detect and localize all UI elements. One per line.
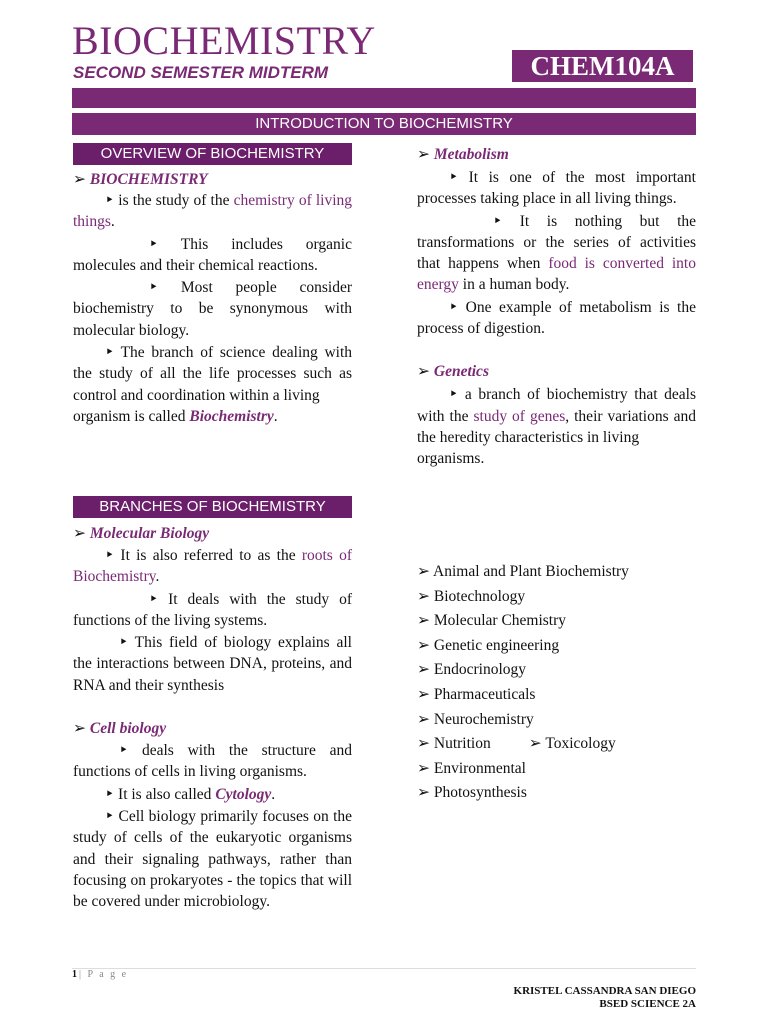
list-item: ➢ Biotechnology [417, 587, 526, 605]
term-heading: ➢ Metabolism [417, 146, 509, 163]
author-block [514, 985, 696, 1011]
paragraph: ‣ a branch of biochemistry that deals with the study of genes, their variations and the heredity characteristics in living [417, 386, 697, 446]
paragraph: ‣ It is nothing but the transformations or the series of activities that happens when food is converted into energy in a human body. [417, 212, 696, 294]
paragraph: ‣ It is also referred to as the roots of Biochemistry. [73, 547, 353, 586]
bullet-icon: ‣ [149, 279, 159, 297]
course-code-badge: CHEM104A [512, 50, 693, 82]
bullet-icon: ‣ [149, 590, 159, 608]
arrow-icon: ➢ [417, 784, 430, 802]
bullet-icon: ‣ [449, 298, 459, 316]
paragraph: ‣ This field of biology explains all the interactions between DNA, proteins, and RNA and their synthesis [73, 634, 352, 694]
arrow-icon: ➢ [417, 661, 430, 679]
bullet-icon: ‣ [119, 742, 129, 760]
paragraph: ‣ is the study of the chemistry of living things. [73, 192, 353, 231]
author-section: BSED SCIENCE 2A [599, 998, 696, 1010]
left-column-branches [73, 523, 352, 912]
bullet-icon: ‣ [449, 386, 459, 404]
list-item: ➢ Molecular Chemistry [417, 612, 567, 630]
arrow-icon: ➢ [417, 759, 430, 777]
arrow-icon: ➢ [417, 612, 430, 630]
page-number: 1| P a g e [72, 969, 129, 980]
list-item: ➢ Nutrition ➢ Toxicology [417, 735, 616, 753]
left-column-overview [73, 169, 352, 427]
arrow-icon: ➢ [73, 720, 86, 738]
header-divider-bar [72, 88, 696, 108]
document-title: BIOCHEMISTRY [72, 18, 376, 63]
arrow-icon: ➢ [417, 587, 430, 605]
paragraph: ‣ One example of metabolism is the process of digestion. [417, 298, 696, 338]
list-item: ➢ Environmental [417, 759, 526, 777]
arrow-icon: ➢ [417, 636, 430, 654]
paragraph: ‣ deals with the structure and functions of cells in living organisms. [73, 742, 352, 781]
paragraph: organisms. [417, 450, 485, 468]
bullet-icon: ‣ [105, 192, 115, 209]
arrow-icon: ➢ [417, 563, 430, 580]
bullet-icon: ‣ [493, 212, 503, 230]
bullet-icon: ‣ [119, 634, 129, 652]
paragraph: organism is called Biochemistry. [73, 407, 278, 425]
footer-divider [72, 968, 696, 969]
term-heading: ➢ Genetics [417, 363, 489, 381]
arrow-icon: ➢ [73, 171, 86, 188]
term-heading: ➢ Molecular Biology [73, 525, 210, 542]
paragraph: ‣ The branch of science dealing with the study of all the life processes such as control and coordination within a living [73, 344, 352, 404]
term-heading: ➢ BIOCHEMISTRY [73, 171, 208, 188]
list-item: ➢ Genetic engineering [417, 636, 560, 654]
branches-list [417, 560, 696, 806]
author-name: KRISTEL CASSANDRA SAN DIEGO [513, 985, 696, 997]
bullet-icon: ‣ [105, 785, 115, 803]
bullet-icon: ‣ [105, 344, 115, 362]
paragraph: ‣ This includes organic molecules and their chemical reactions. [73, 235, 352, 274]
arrow-icon: ➢ [528, 735, 542, 753]
paragraph: ‣ Most people consider biochemistry to be synonymous with molecular biology. [73, 279, 352, 339]
section-heading-overview: OVERVIEW OF BIOCHEMISTRY [73, 143, 352, 165]
right-column [417, 144, 696, 470]
list-item: ➢ Photosynthesis [417, 784, 527, 802]
bullet-icon: ‣ [149, 235, 159, 253]
bullet-icon: ‣ [105, 547, 115, 564]
paragraph: ‣ Cell biology primarily focuses on the study of cells of the eukaryotic organisms and their signaling pathways, rather than focusing on prokaryotes - the topics that will be covered under microbiology. [73, 807, 352, 911]
paragraph: ‣ It deals with the study of functions of the living systems. [73, 590, 352, 629]
arrow-icon: ➢ [73, 525, 86, 542]
arrow-icon: ➢ [417, 363, 430, 381]
list-item: ➢ Endocrinology [417, 661, 526, 679]
paragraph: ‣ It is also called Cytology. [105, 785, 276, 803]
list-item: ➢ Neurochemistry [417, 710, 534, 728]
arrow-icon: ➢ [417, 735, 430, 753]
list-item: ➢ Pharmaceuticals [417, 685, 536, 703]
section-heading-branches: BRANCHES OF BIOCHEMISTRY [73, 496, 352, 518]
arrow-icon: ➢ [417, 685, 430, 703]
document-subtitle: SECOND SEMESTER MIDTERM [73, 63, 329, 82]
bullet-icon: ‣ [449, 169, 459, 186]
list-item: ➢ Animal and Plant Biochemistry [417, 563, 629, 580]
paragraph: ‣ It is one of the most important processes taking place in all living things. [417, 169, 696, 208]
arrow-icon: ➢ [417, 710, 430, 728]
bullet-icon: ‣ [105, 807, 115, 825]
term-heading: ➢ Cell biology [73, 720, 167, 738]
arrow-icon: ➢ [417, 146, 430, 163]
topic-banner: INTRODUCTION TO BIOCHEMISTRY [72, 113, 696, 135]
